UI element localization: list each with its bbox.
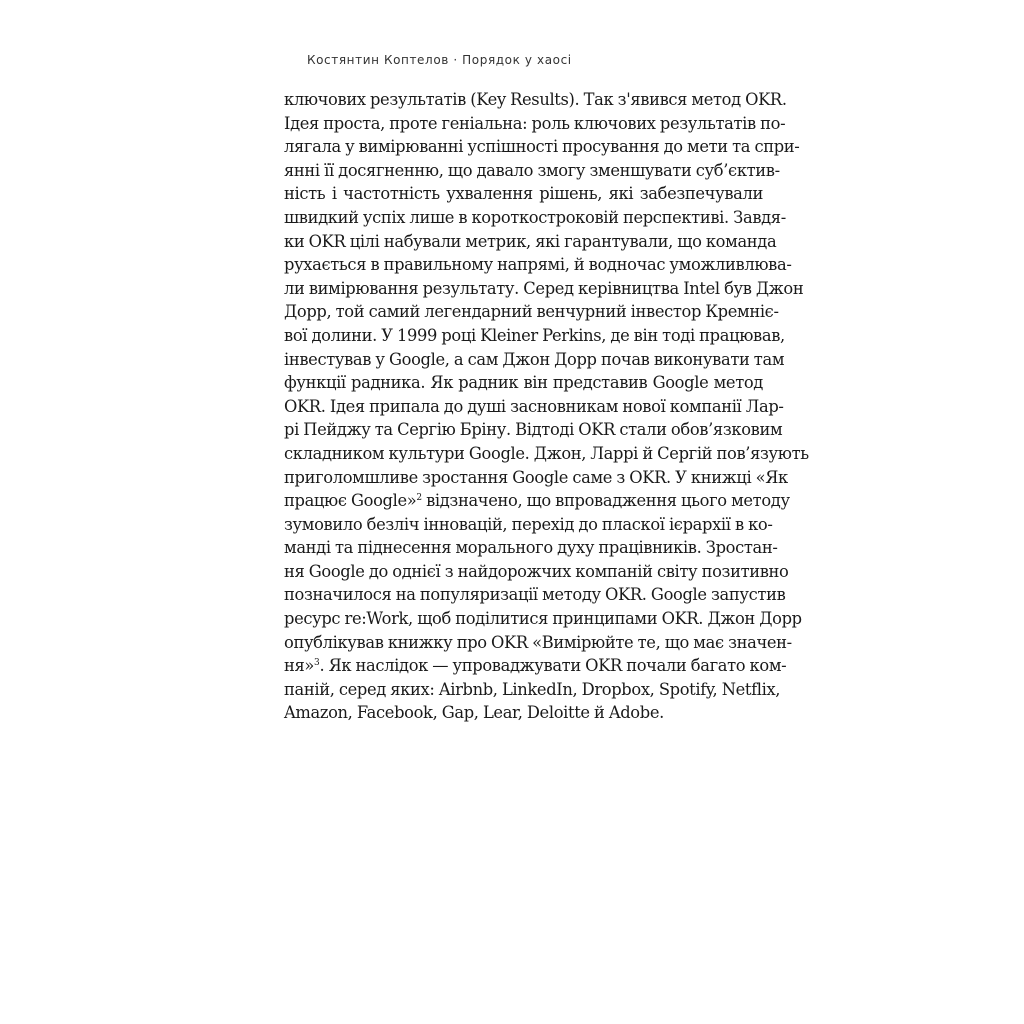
text-segment: зумовило безліч інновацій, перехід до пласкої ієрархії в ко- [284, 514, 773, 534]
text-segment: Amazon, Facebook, Gap, Lear, Deloitte й Adobe. [284, 703, 664, 723]
text-segment: ки OKR цілі набували метрик, які гарантували, що команда [284, 231, 777, 251]
text-segment: рухається в правильному напрямі, й водночас уможливлюва- [284, 255, 792, 275]
text-segment: ресурс re:Work, щоб поділитися принципами OKR. Джон Дорр [284, 609, 802, 629]
text-segment: ли вимірювання результату. Серед керівництва Intel був Джон [284, 278, 804, 298]
text-line [284, 513, 773, 537]
text-line [284, 583, 786, 607]
text-segment: лягала у вимірюванні успішності просування до мети та спри- [284, 137, 800, 157]
text-segment: янні її досягненню, що давало змогу зменшувати суб’єктив- [284, 160, 780, 180]
text-line [284, 466, 788, 490]
text-segment: функції радника. Як радник він представив Google метод [284, 373, 763, 393]
text-segment: працює Google» [284, 491, 417, 511]
footnote-ref: 2 [416, 493, 422, 504]
text-segment: швидкий успіх лише в короткостроковій перспективі. Завдя- [284, 207, 786, 227]
running-header: Костянтин Коптелов · Порядок у хаосі [307, 53, 572, 67]
text-line [284, 324, 785, 348]
text-segment: складником культури Google. Джон, Ларрі й Сергій пов’язують [284, 443, 809, 463]
text-segment: вої долини. У 1999 році Kleiner Perkins, де він тоді працював, [284, 325, 785, 345]
text-line [284, 348, 785, 372]
text-line [284, 206, 786, 230]
text-line [284, 560, 789, 584]
text-segment: Дорр, той самий легендарний венчурний інвестор Кремніє- [284, 302, 779, 322]
text-line [284, 371, 763, 395]
text-line [284, 701, 763, 725]
text-line [284, 112, 786, 136]
text-line [284, 88, 787, 112]
text-segment: ключових результатів (Key Results). Так з'явився метод OKR. [284, 90, 787, 109]
text-line [284, 442, 809, 466]
text-line [284, 182, 763, 206]
text-segment: ня» [284, 656, 315, 676]
text-segment: приголомшливе зростання Google саме з OKR. У книжці «Як [284, 467, 788, 487]
text-segment: Ідея проста, проте геніальна: роль ключових результатів по- [284, 113, 786, 133]
text-line [284, 654, 787, 678]
text-line [284, 253, 792, 277]
text-line [284, 135, 800, 159]
text-line [284, 536, 778, 560]
text-line [284, 277, 804, 301]
text-line [284, 678, 781, 702]
text-line [284, 607, 802, 631]
text-line [284, 418, 783, 442]
text-line [284, 395, 784, 419]
footnote-ref: 3 [314, 658, 320, 669]
text-segment: інвестував у Google, а сам Джон Дорр почав виконувати там [284, 349, 785, 369]
text-line [284, 489, 790, 513]
text-segment: ня Google до однієї з найдорожчих компаній світу позитивно [284, 561, 789, 581]
text-segment: OKR. Ідея припала до душі засновникам нової компанії Лар- [284, 396, 784, 416]
text-segment: відзначено, що впровадження цього методу [421, 491, 790, 511]
text-line [284, 631, 792, 655]
text-segment: ність і частотність ухвалення рішень, які забезпечували [284, 184, 763, 204]
text-line [284, 159, 780, 183]
body-paragraph [284, 88, 809, 725]
text-line [284, 300, 779, 324]
text-segment: . Як наслідок — упроваджувати OKR почали багато ком- [319, 656, 787, 676]
text-segment: манді та піднесення морального духу працівників. Зростан- [284, 538, 778, 558]
text-segment: опублікував книжку про OKR «Вимірюйте те, що має значен- [284, 632, 792, 652]
text-line [284, 230, 777, 254]
text-segment: рі Пейджу та Сергію Бріну. Відтоді OKR стали обов’язковим [284, 420, 783, 440]
text-segment: позначилося на популяризації методу OKR. Google запустив [284, 585, 786, 605]
text-segment: паній, серед яких: Airbnb, LinkedIn, Dropbox, Spotify, Netflix, [284, 679, 781, 699]
